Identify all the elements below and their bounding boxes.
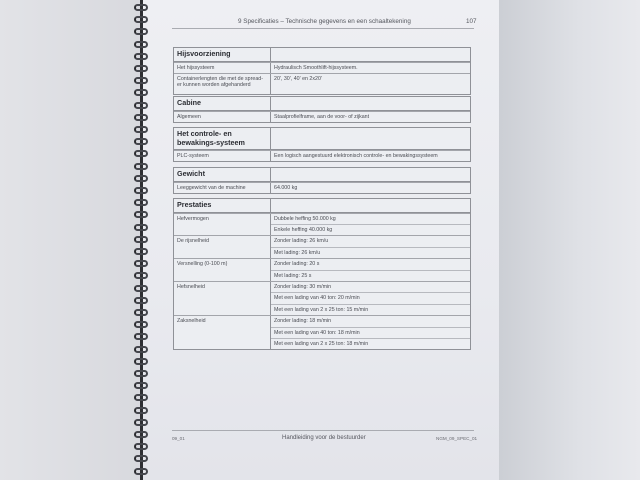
spiral-coil [134,455,148,462]
spiral-coil [134,370,148,377]
row-value: Met lading: 25 s [271,270,470,281]
section-controle-bewakingssysteem [173,127,471,162]
spiral-binding [132,0,152,480]
row-value: Met lading: 26 km/u [271,247,470,258]
row-label: Zaksnelheid [174,316,271,349]
footer-divider [172,430,474,431]
spiral-coil [134,382,148,389]
table-row [174,213,470,236]
row-value: Hydraulisch Smoothlift-hijssysteem. [274,64,358,71]
spiral-coil [134,285,148,292]
spiral-coil [134,89,148,96]
row-value: Enkele heffing 40.000 kg [271,224,470,235]
spiral-coil [134,199,148,206]
section-cabine [173,96,471,123]
section-title: Gewicht [174,168,271,181]
spiral-coil [134,309,148,316]
row-label: Het hijssysteem [174,63,271,73]
table-row [174,258,470,281]
background-right [488,0,640,480]
row-label: Leeggewicht van de machine [174,183,271,193]
table-row [174,182,470,193]
row-value: Zonder lading: 30 m/min [274,283,332,290]
spiral-coil [134,407,148,414]
background-left [0,0,140,480]
spiral-coil [134,16,148,23]
spiral-coil [134,333,148,340]
spiral-coil [134,248,148,255]
section-hijsvoorziening [173,47,471,95]
spiral-coil [134,102,148,109]
footer-code-left: 09_01 [172,436,185,441]
table-row [174,111,470,122]
row-value: Met een lading van 40 ton: 20 m/min [271,292,470,303]
table-row [174,315,470,349]
row-value: 64.000 kg [274,184,298,191]
spiral-coil [134,138,148,145]
section-title: Het controle- en bewakings-systeem [174,128,271,149]
row-value: Met een lading van 40 ton: 18 m/min [271,327,470,338]
section-gewicht [173,167,471,194]
spiral-coil [134,77,148,84]
table-row [174,62,470,73]
spiral-coil [134,272,148,279]
section-title: Prestaties [174,199,271,212]
row-label: Hefvermogen [174,214,271,236]
spiral-coil [134,150,148,157]
table-row [174,73,470,94]
spiral-coil [134,419,148,426]
spiral-coil [134,28,148,35]
spiral-coil [134,65,148,72]
page-header-title: 9 Specificaties – Technische gegevens en een schaaltekening [238,18,411,25]
row-label: PLC-systeem [174,151,271,161]
spiral-coil [134,224,148,231]
row-label: Hefsnelheid [174,282,271,315]
spiral-coil [134,443,148,450]
spiral-coil [134,468,148,475]
spiral-coil [134,394,148,401]
spiral-coil [134,321,148,328]
table-row [174,281,470,315]
row-value: Staalprofielframe, aan de voor- of zijkant [274,113,370,120]
section-title: Cabine [174,97,271,110]
spiral-coil [134,53,148,60]
table-row [174,150,470,161]
footer-title: Handleiding voor de bestuurder [282,435,366,441]
footer-code-right: NGM_09_SPEC_01 [436,436,478,441]
spiral-coil [134,114,148,121]
row-value: Met een lading van 2 x 25 ton: 18 m/min [271,338,470,349]
section-prestaties [173,198,471,350]
spiral-coil [134,126,148,133]
spiral-coil [134,297,148,304]
spiral-coil [134,187,148,194]
spiral-coil [134,4,148,11]
row-value: Een logisch aangestuurd elektronisch controle- en bewakingssysteem [274,153,438,159]
spiral-coil [134,358,148,365]
spiral-coil [134,346,148,353]
spiral-coil [134,211,148,218]
header-divider [172,28,474,29]
row-value: Zonder lading: 20 s [274,261,320,268]
row-label: Versnelling (0-100 m) [174,259,271,281]
spiral-coil [134,41,148,48]
spiral-coil [134,163,148,170]
row-value: 20', 30', 40' en 2x20' [274,75,322,82]
row-value: Met een lading van 2 x 25 ton: 15 m/min [271,304,470,315]
spiral-coil [134,431,148,438]
spiral-coil [134,236,148,243]
spiral-coil [134,260,148,267]
row-label: Algemeen [174,112,271,122]
row-value: Zonder lading: 26 km/u [274,238,329,245]
row-label: Containerlengten die met de spread-er kunnen worden afgehanderd [174,74,271,94]
row-label: De rijsnelheid [174,236,271,258]
table-row [174,235,470,258]
page-number: 107 [466,18,477,25]
row-value: Dubbele heffing 50.000 kg [274,215,336,222]
row-value: Zonder lading: 18 m/min [274,318,332,325]
section-title: Hijsvoorziening [174,48,271,61]
spiral-coil [134,175,148,182]
